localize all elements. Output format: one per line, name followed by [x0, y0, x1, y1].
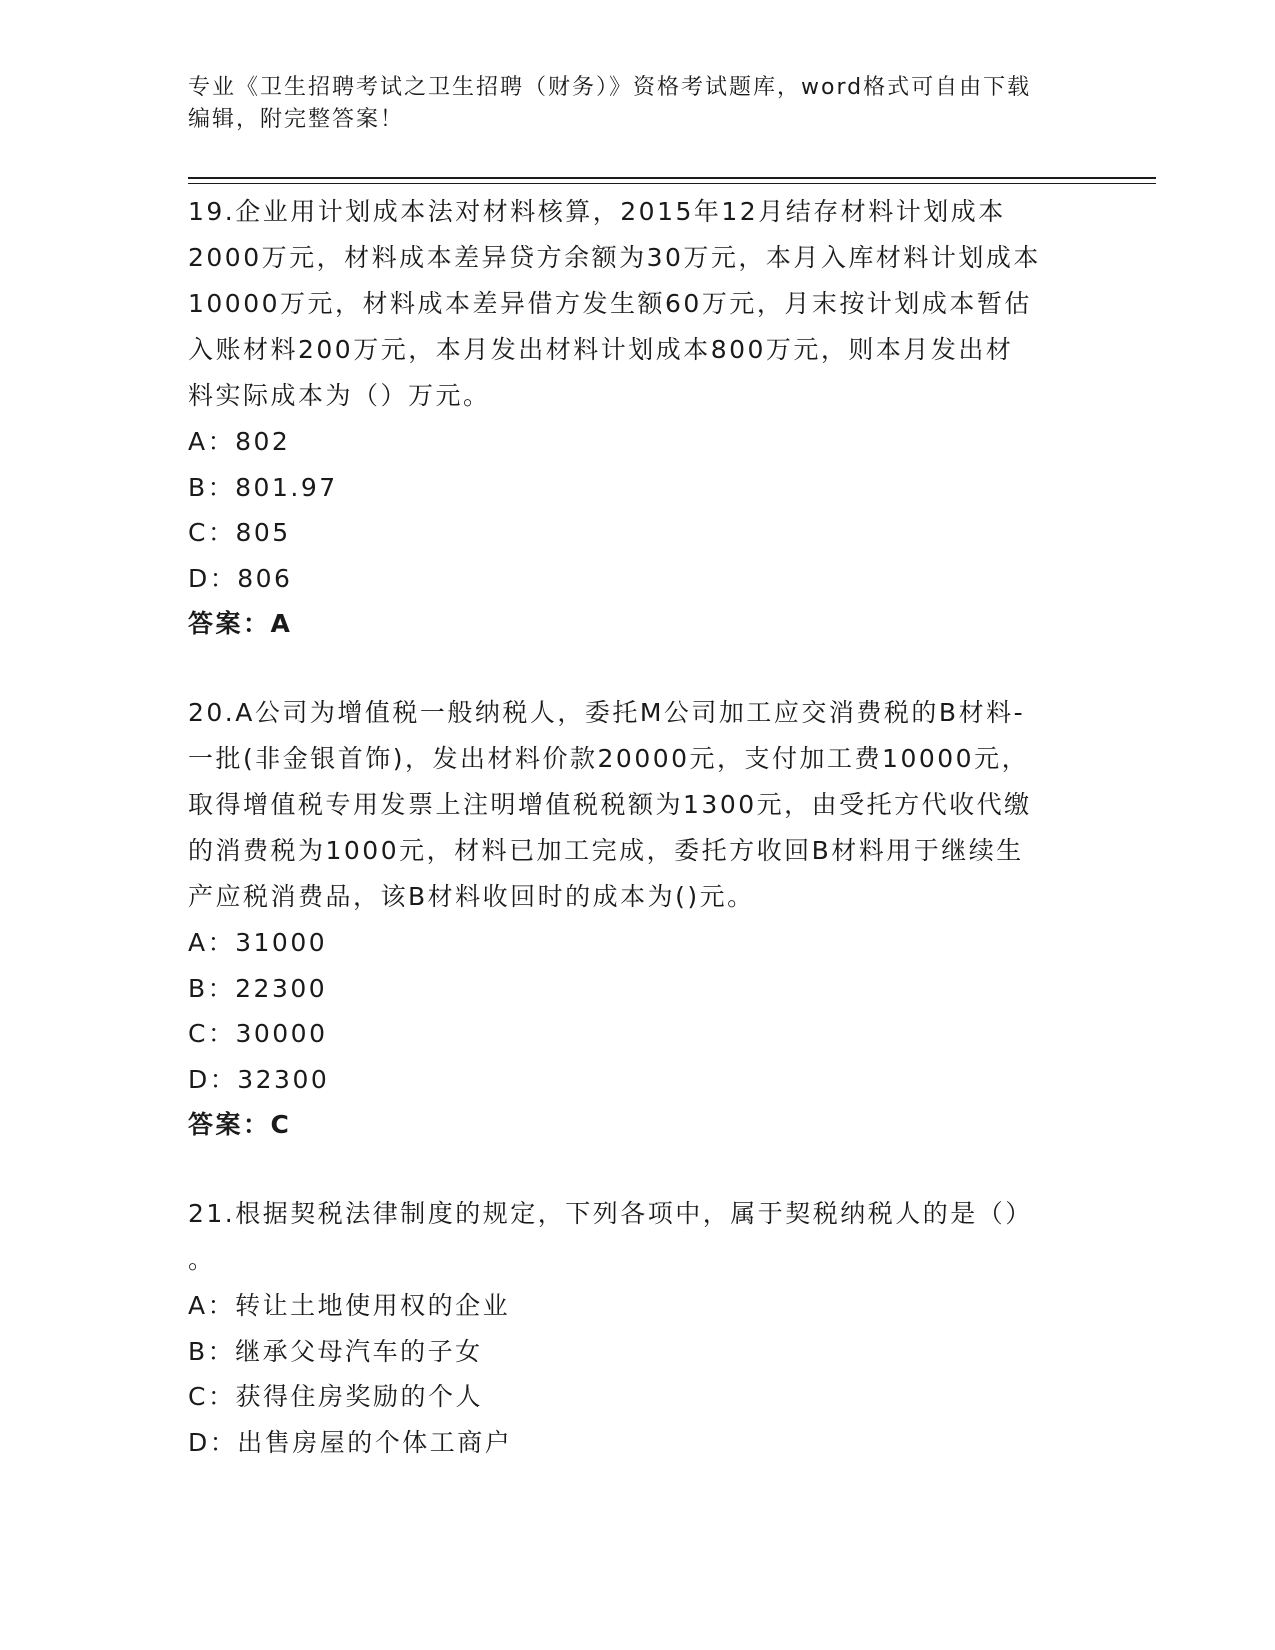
question-stem-line: 19.企业用计划成本法对材料核算，2015年12月结存材料计划成本 [188, 197, 1006, 226]
question-20 [188, 690, 1088, 1147]
option-d: D：806 [188, 563, 293, 593]
question-stem-line: 入账材料200万元，本月发出材料计划成本800万元，则本月发出材 [188, 335, 1014, 364]
option-a: A：转让土地使用权的企业 [188, 1291, 511, 1320]
answer-label: 答案：C [188, 1110, 292, 1139]
question-21 [188, 1191, 1088, 1465]
question-stem-line: 2000万元，材料成本差异贷方余额为30万元，本月入库材料计划成本 [188, 243, 1041, 272]
header-divider-thin [188, 183, 1156, 184]
answer-label: 答案：A [188, 609, 293, 638]
header-line-2: 编辑，附完整答案！ [188, 107, 405, 132]
option-c: C：获得住房奖励的个人 [188, 1382, 483, 1411]
option-c: C：805 [188, 518, 291, 547]
question-stem-line: 10000万元，材料成本差异借方发生额60万元，月末按计划成本暂估 [188, 289, 1032, 318]
question-stem-line: 21.根据契税法律制度的规定，下列各项中，属于契税纳税人的是（） [188, 1199, 1033, 1228]
option-c: C：30000 [188, 1019, 328, 1048]
question-19 [188, 189, 1088, 646]
question-stem-line: 产应税消费品，该B材料收回时的成本为()元。 [188, 882, 755, 911]
question-stem-line: 的消费税为1000元，材料已加工完成，委托方收回B材料用于继续生 [188, 836, 1024, 865]
option-b: B：801.97 [188, 472, 338, 502]
question-stem-line: 20.A公司为增值税一般纳税人，委托M公司加工应交消费税的B材料- [188, 698, 1026, 727]
option-a: A：802 [188, 427, 291, 456]
question-stem-line: 一批(非金银首饰)，发出材料价款20000元，支付加工费10000元， [188, 744, 1030, 773]
question-stem-line: 。 [188, 1245, 216, 1274]
question-stem-line: 取得增值税专用发票上注明增值税税额为1300元，由受托方代收代缴 [188, 790, 1032, 819]
option-d: D：出售房屋的个体工商户 [188, 1427, 513, 1457]
header-line-1: 专业《卫生招聘考试之卫生招聘（财务）》资格考试题库，word格式可自由下载 [188, 75, 1032, 100]
question-stem-line: 料实际成本为（）万元。 [188, 381, 491, 410]
option-d: D：32300 [188, 1064, 330, 1094]
option-b: B：继承父母汽车的子女 [188, 1336, 483, 1366]
document-header [188, 72, 1088, 136]
header-divider-thick [188, 177, 1156, 179]
option-a: A：31000 [188, 928, 328, 957]
option-b: B：22300 [188, 973, 328, 1003]
